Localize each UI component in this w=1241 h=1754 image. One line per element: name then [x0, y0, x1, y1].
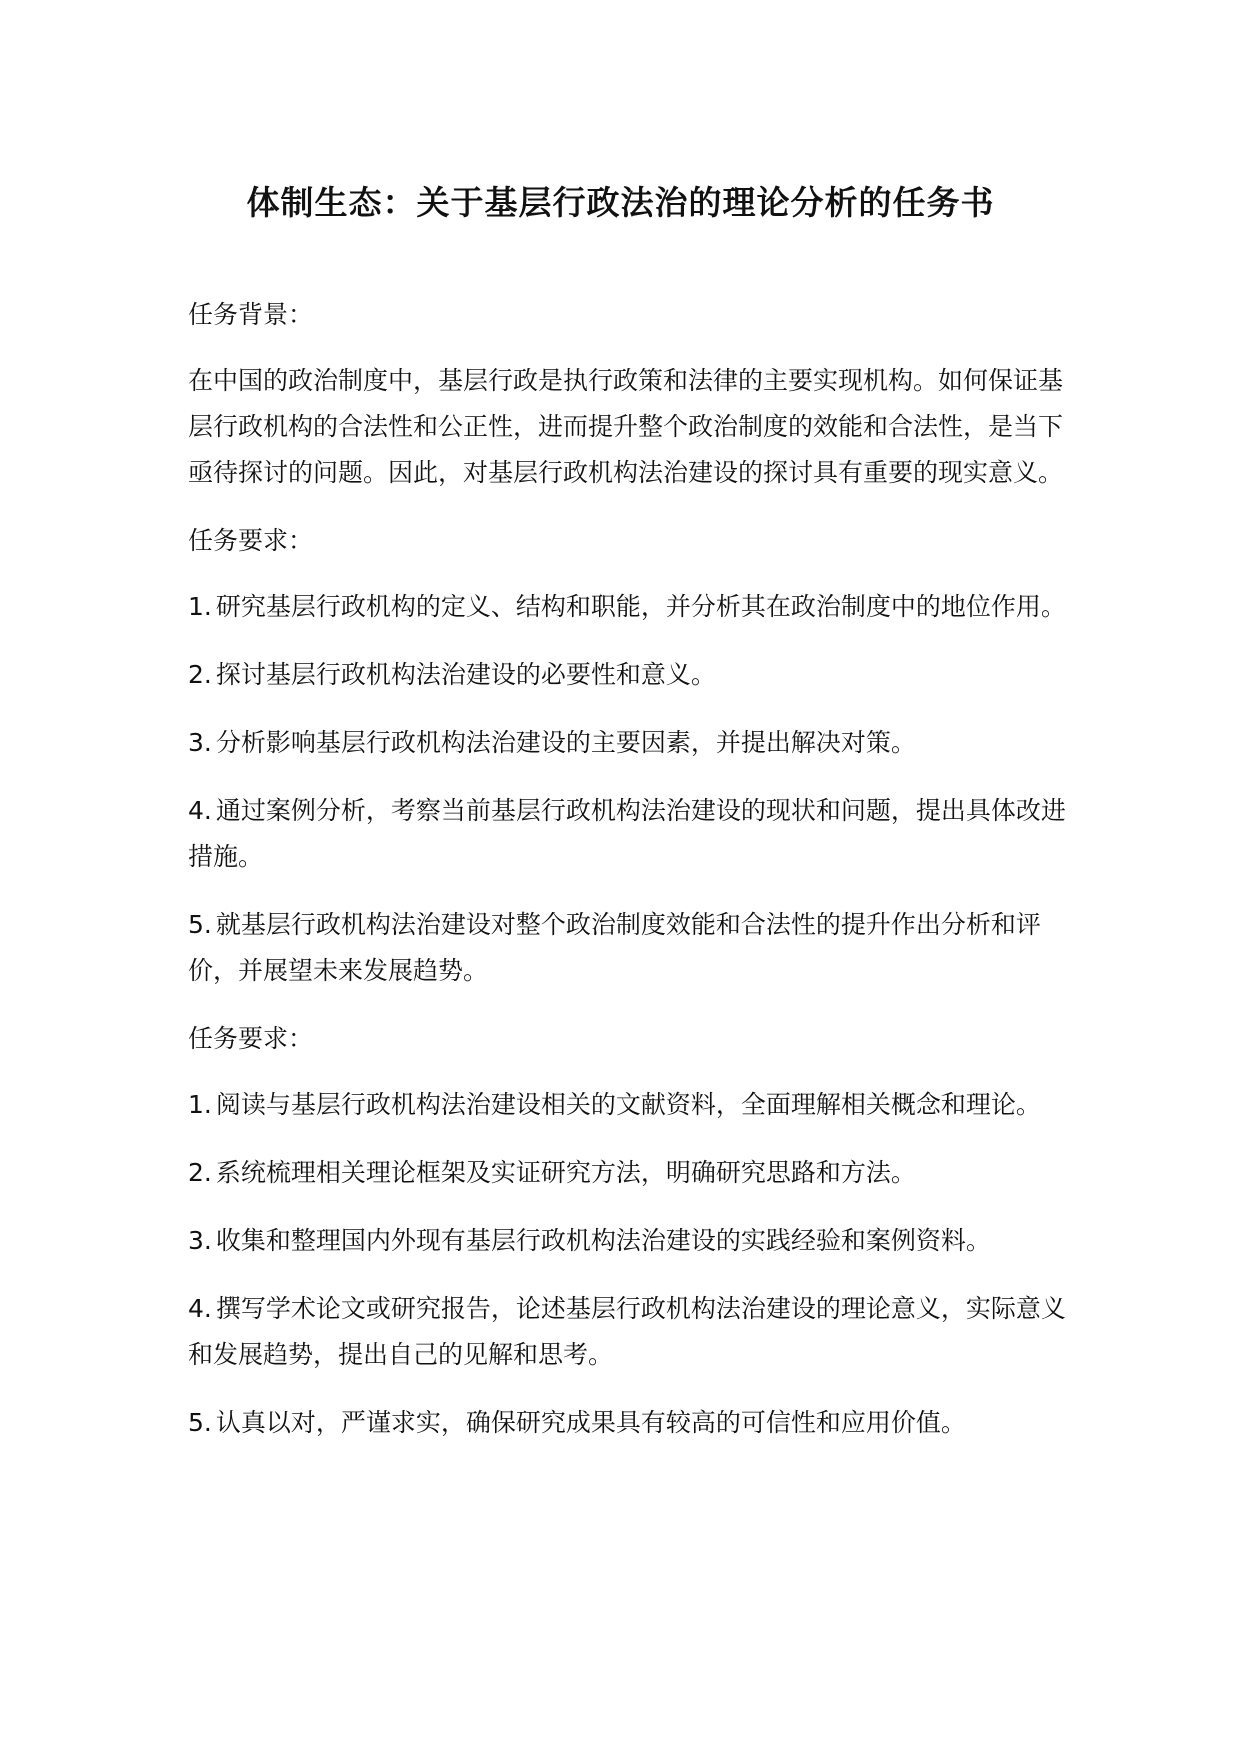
list-item-text: 通过案例分析，考察当前基层行政机构法治建设的现状和问题，提出具体改进措施。 [188, 796, 1066, 871]
list-item [188, 1082, 1068, 1128]
list-item-number: 3. [188, 728, 212, 757]
list-item [188, 652, 1068, 698]
list-item-text: 分析影响基层行政机构法治建设的主要因素，并提出解决对策。 [215, 728, 916, 757]
list-item-text: 撰写学术论文或研究报告，论述基层行政机构法治建设的理论意义，实际意义和发展趋势，提出自己的见解和思考。 [188, 1294, 1066, 1369]
section-heading-requirements: 任务要求： [188, 526, 314, 555]
list-item-text: 阅读与基层行政机构法治建设相关的文献资料，全面理解相关概念和理论。 [215, 1090, 1041, 1119]
list-item-text: 系统梳理相关理论框架及实证研究方法，明确研究思路和方法。 [215, 1158, 916, 1187]
list-item [188, 584, 1068, 630]
list-item [188, 1286, 1068, 1378]
section-heading-background: 任务背景： [188, 300, 314, 329]
list-item-number: 1. [188, 592, 212, 621]
list-item-number: 1. [188, 1090, 212, 1119]
list-item [188, 1150, 1068, 1196]
document-title: 体制生态：关于基层行政法治的理论分析的任务书 [246, 183, 995, 222]
list-item-text: 就基层行政机构法治建设对整个政治制度效能和合法性的提升作出分析和评价，并展望未来发展趋势。 [188, 910, 1041, 985]
list-item-number: 3. [188, 1226, 212, 1255]
list-item [188, 788, 1068, 880]
list-item-text: 研究基层行政机构的定义、结构和职能，并分析其在政治制度中的地位作用。 [215, 592, 1066, 621]
list-item-number: 5. [188, 910, 212, 939]
list-item [188, 1218, 1068, 1264]
list-item [188, 720, 1068, 766]
list-item-text: 认真以对，严谨求实，确保研究成果具有较高的可信性和应用价值。 [215, 1408, 966, 1437]
document-body [188, 292, 1068, 1468]
list-item-number: 4. [188, 796, 212, 825]
list-item [188, 902, 1068, 994]
section-heading-requirements: 任务要求： [188, 1024, 314, 1053]
list-item [188, 1400, 1068, 1446]
list-item-text: 探讨基层行政机构法治建设的必要性和意义。 [215, 660, 716, 689]
list-item-number: 2. [188, 660, 212, 689]
list-item-number: 2. [188, 1158, 212, 1187]
list-item-text: 收集和整理国内外现有基层行政机构法治建设的实践经验和案例资料。 [215, 1226, 991, 1255]
list-item-number: 4. [188, 1294, 212, 1323]
background-paragraph: 在中国的政治制度中，基层行政是执行政策和法律的主要实现机构。如何保证基层行政机构的合法性和公正性，进而提升整个政治制度的效能和合法性，是当下亟待探讨的问题。因此，对基层行政机构法治建设的探讨具有重要的现实意义。 [188, 366, 1064, 487]
list-item-number: 5. [188, 1408, 212, 1437]
